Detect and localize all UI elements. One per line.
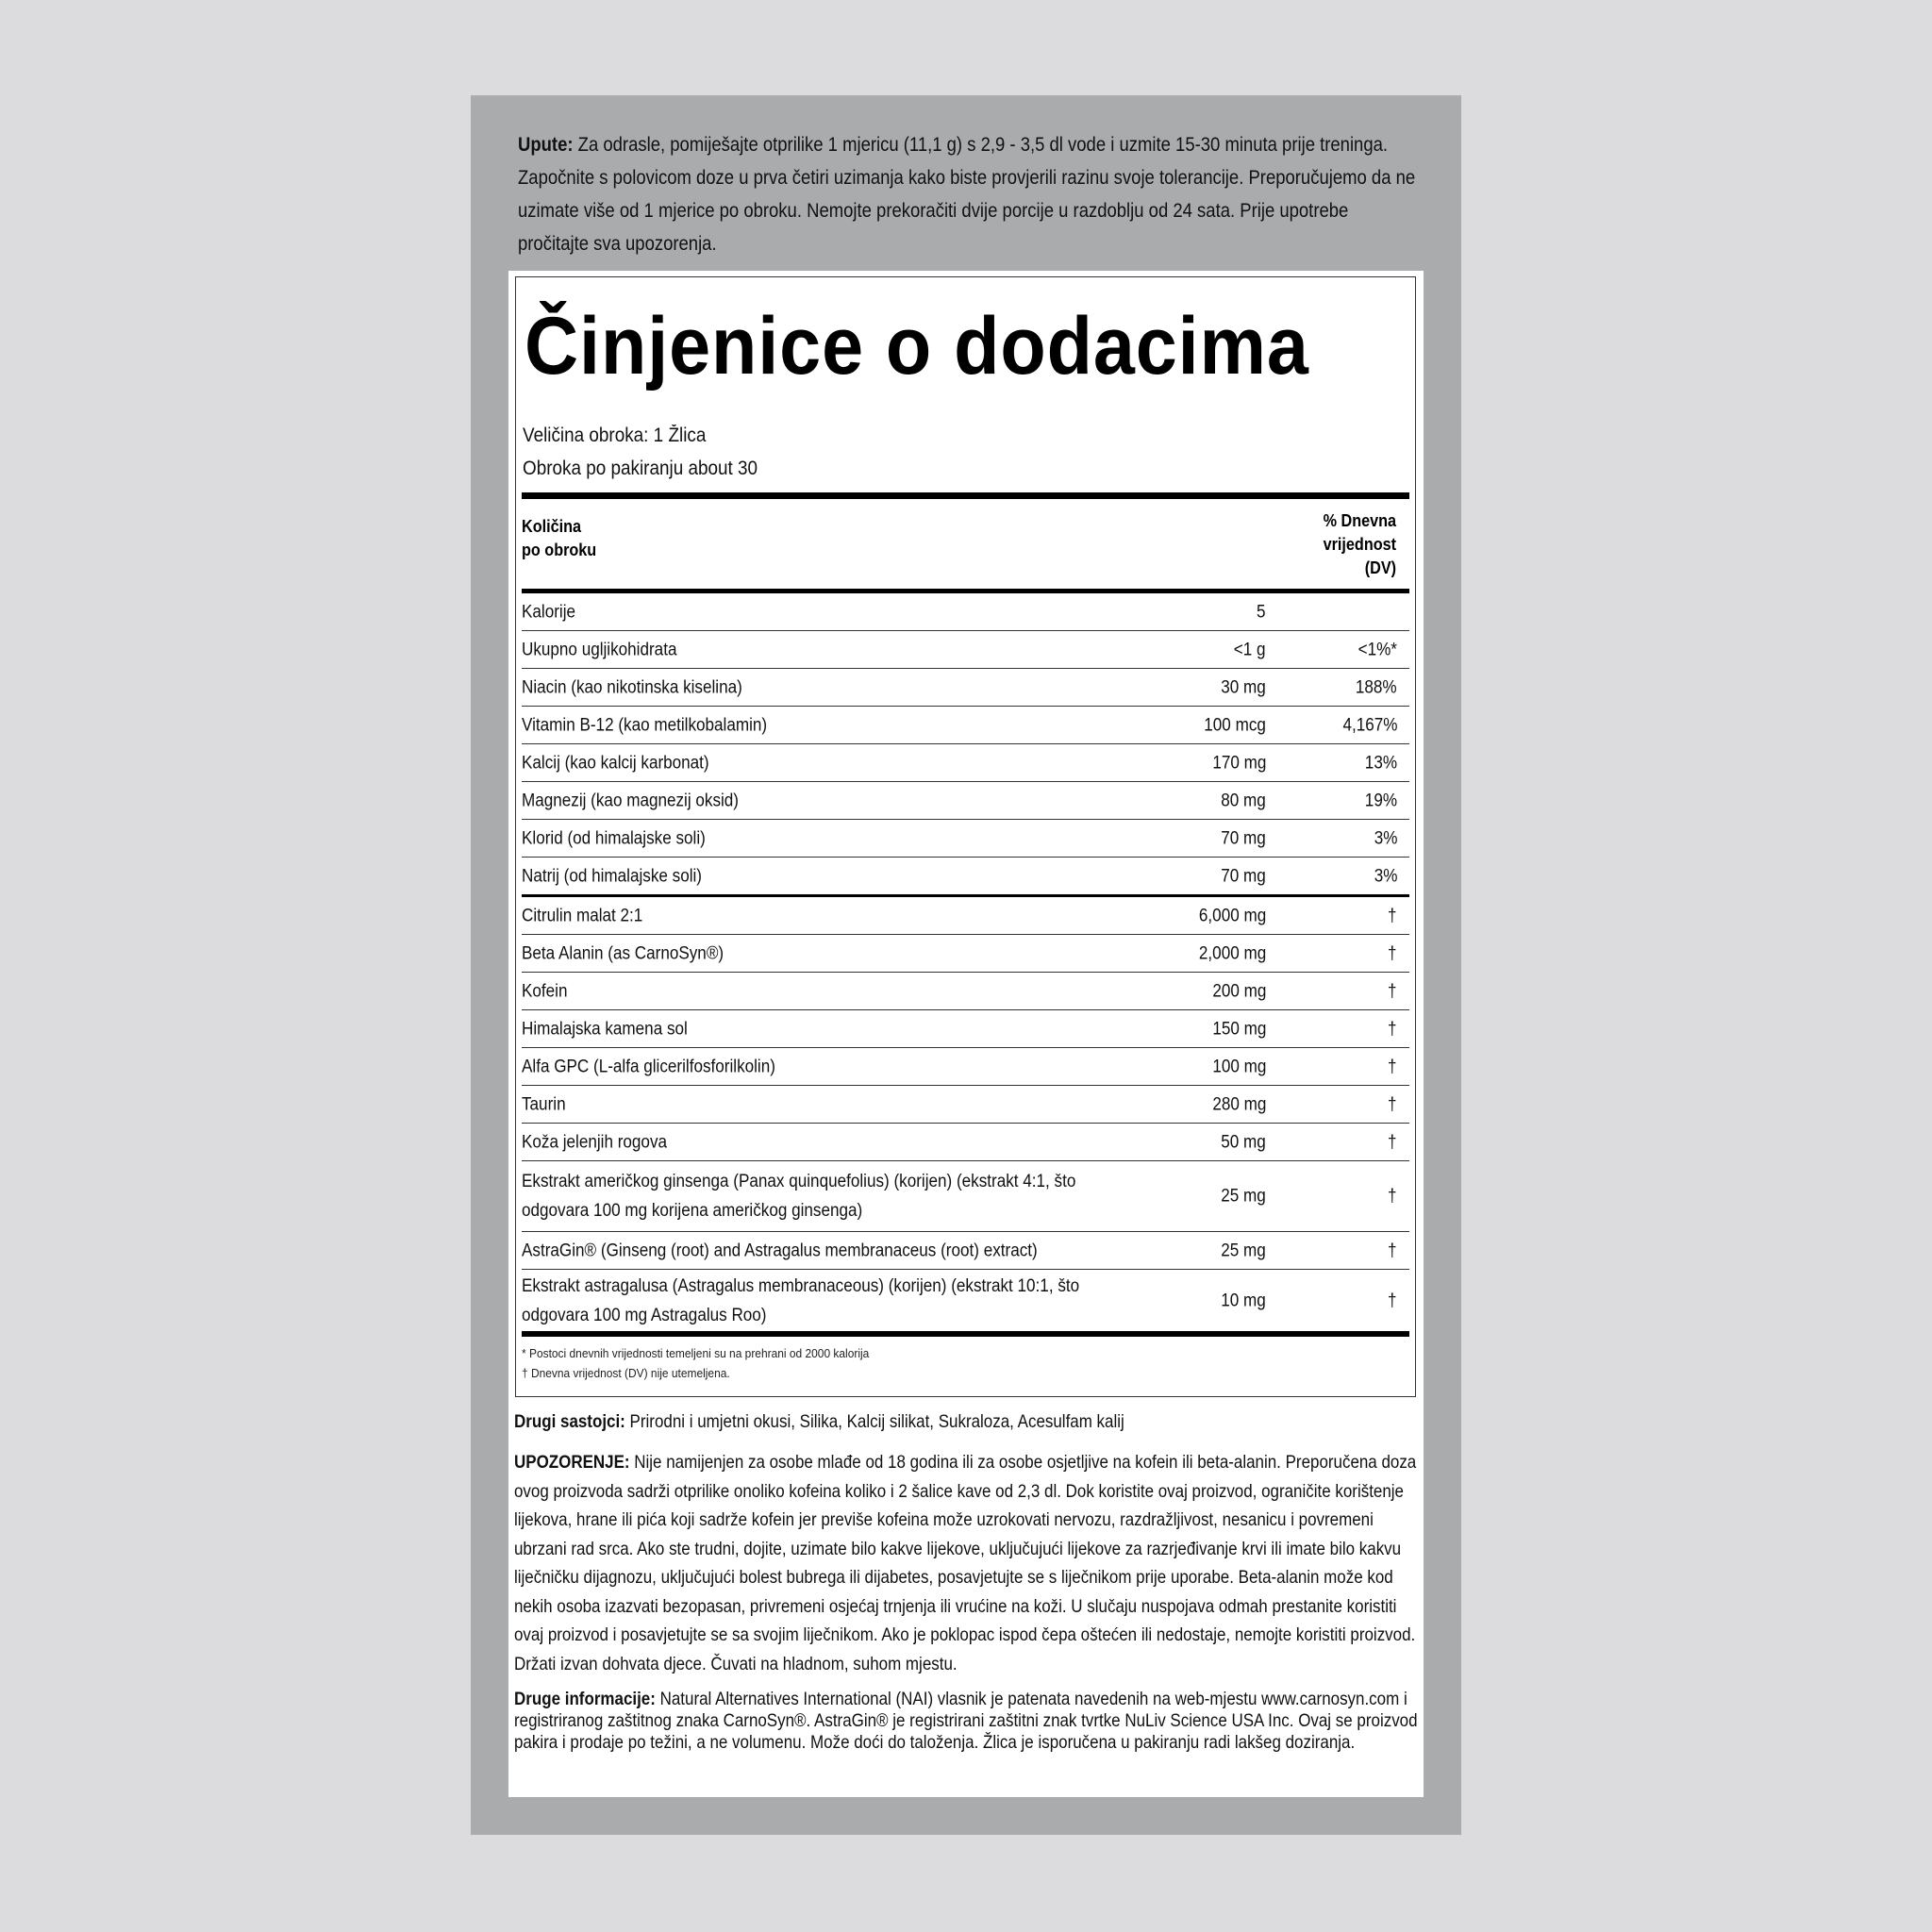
thick-rule-top [522, 492, 1409, 499]
nutrient-row: Klorid (od himalajske soli) 70 mg 3% [522, 820, 1409, 858]
ingredient-row: Himalajska kamena sol 150 mg † [522, 1010, 1409, 1048]
other-information-text: Natural Alternatives International (NAI) vlasnik je patenata navedenih na web-mjestu www.carnosyn.com i registriranog zaštitnog znaka CarnoSyn®. AstraGin® je registrirani zaštitni znak tvrtke NuLiv Science USA Inc. Ovaj se proizvod pakira i prodaje po težini, a ne volumenu. Može doći do taloženja. Žlica je isporučena u pakiranju radi lakšeg doziranja. [514, 1689, 1418, 1753]
footnote-daily-value-basis: * Postoci dnevnih vrijednosti temeljeni su na prehrani od 2000 kalorija [522, 1346, 870, 1360]
ingredient-row: Kofein 200 mg † [522, 973, 1409, 1010]
ingredient-row: Citrulin malat 2:1 6,000 mg † [522, 897, 1409, 935]
ingredient-row: Alfa GPC (L-alfa glicerilfosforilkolin) 100 mg † [522, 1048, 1409, 1086]
directions-text [518, 128, 1419, 260]
warning-label: UPOZORENJE: [514, 1452, 630, 1473]
nutrient-row: Niacin (kao nikotinska kiselina) 30 mg 188% [522, 669, 1409, 707]
nutrient-row: Vitamin B-12 (kao metilkobalamin) 100 mcg 4,167% [522, 707, 1409, 744]
nutrient-row: Natrij (od himalajske soli) 70 mg 3% [522, 866, 1397, 886]
warning-text: Nije namijenjen za osobe mlađe od 18 godina ili za osobe osjetljive na kofein ili beta-alanin. Preporučena doza ovog proizvoda sadrži otprilike onoliko kofeina koliko i 2 šalice kave od 2,3 dl. Dok koristite ovaj proizvod, ograničite korištenje lijekova, hrane ili pića koji sadrže kofein jer previše kofeina može uzrokovati nervozu, razdražljivost, nesanicu i povremeni ubrzani rad srca. Ako ste trudni, dojite, uzimate bilo kakve lijekove, uključujući lijekove za razrjeđivanje krvi ili imate bilo kakvu liječničku dijagnozu, uključujući bolest bubrega ili dijabetes, posavjetujte se s liječnikom prije uporabe. Beta-alanin može kod nekih osoba izazvati bezopasan, privremeni osjećaj trnjenja ili vrućine na koži. U slučaju nuspojava odmah prestanite koristiti ovaj proizvod i posavjetujte se sa svojim liječnikom. Ako je poklopac ispod čepa oštećen ili nedostaje, nemojte koristiti proizvod. Držati izvan dohvata djece. Čuvati na hladnom, suhom mjestu. [514, 1452, 1417, 1674]
other-ingredients [514, 1407, 1429, 1437]
nutrient-row: Magnezij (kao magnezij oksid) 80 mg 19% [522, 782, 1409, 820]
nutrient-row: Kalorije 5 [522, 593, 1409, 631]
facts-title: Činjenice o dodacima [525, 301, 1309, 391]
other-ingredients-label: Drugi sastojci: [514, 1411, 625, 1432]
other-information-label: Druge informacije: [514, 1689, 656, 1709]
nutrient-row: Kalcij (kao kalcij karbonat) 170 mg 13% [522, 744, 1409, 782]
directions-label: Upute: [518, 134, 574, 156]
thick-rule-bottom [522, 1331, 1409, 1337]
other-ingredients-text: Prirodni i umjetni okusi, Silika, Kalcij silikat, Sukraloza, Acesulfam kalij [629, 1411, 1124, 1432]
serving-size: Veličina obroka: 1 Žlica [523, 425, 707, 446]
daily-value-header: % Dnevna vrijednost (DV) [1323, 511, 1396, 577]
directions-body: Za odrasle, pomiješajte otprilike 1 mjericu (11,1 g) s 2,9 - 3,5 dl vode i uzmite 15-30 minuta prije treninga. Započnite s polovicom doze u prva četiri uzimanja kako biste provjerili razinu svoje tolerancije. Preporučujemo da ne uzimate više od 1 mjerice po obroku. Nemojte prekoračiti dvije porcije u razdoblju od 24 sata. Prije upotrebe pročitajte sva upozorenja. [518, 134, 1416, 255]
other-information [514, 1689, 1429, 1754]
footnote-dv-not-established: † Dnevna vrijednost (DV) nije utemeljena. [522, 1366, 730, 1380]
ingredient-row: Ekstrakt američkog ginsenga (Panax quinquefolius) (korijen) (ekstrakt 4:1, što odgovara 100 mg korijena američkog ginsenga) 25 mg † [522, 1161, 1409, 1232]
warning-section [514, 1448, 1429, 1678]
ingredient-row: Koža jelenjih rogova 50 mg † [522, 1124, 1409, 1161]
ingredient-row: AstraGin® (Ginseng (root) and Astragalus membranaceus (root) extract) 25 mg † [522, 1232, 1409, 1270]
ingredient-row: Beta Alanin (as CarnoSyn®) 2,000 mg † [522, 935, 1409, 973]
servings-per-container: Obroka po pakiranju about 30 [523, 458, 758, 479]
nutrient-row: Ukupno ugljikohidrata <1 g <1%* [522, 631, 1409, 669]
amount-per-serving-header: Količina po obroku [522, 517, 597, 559]
ingredient-row: Taurin 280 mg † [522, 1086, 1409, 1124]
ingredient-row: Ekstrakt astragalusa (Astragalus membranaceous) (korijen) (ekstrakt 10:1, što odgovara 100 mg Astragalus Roo) 10 mg † [522, 1275, 1397, 1325]
